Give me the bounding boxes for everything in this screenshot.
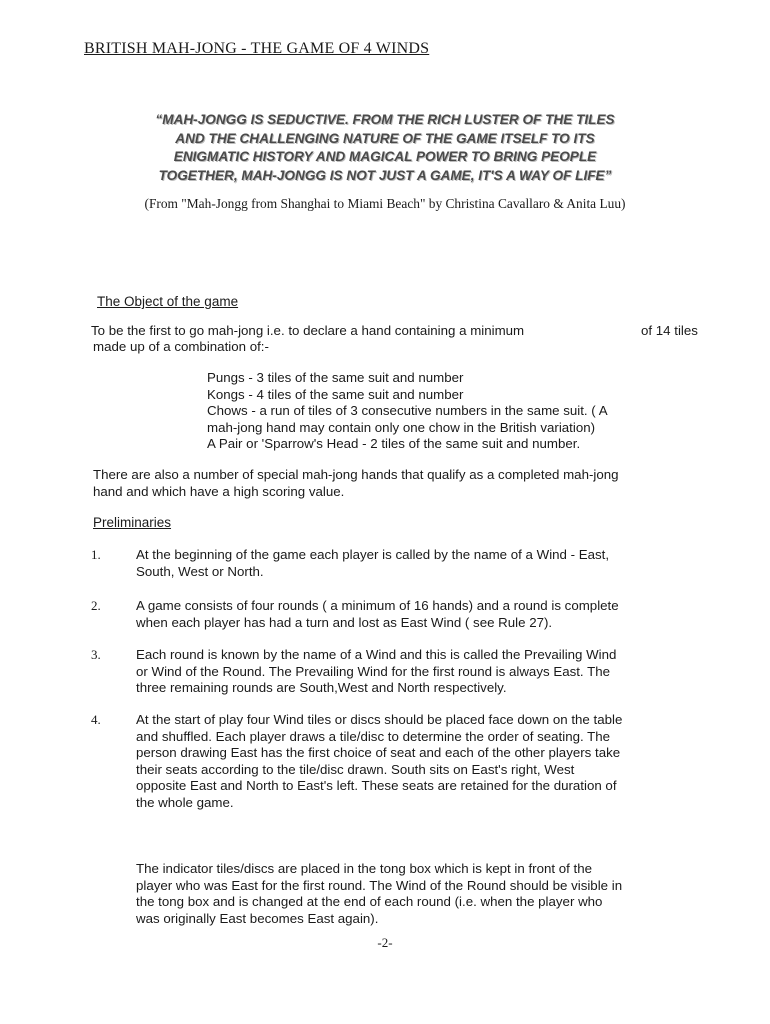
page-title: BRITISH MAH-JONG - THE GAME OF 4 WINDS [84, 40, 430, 57]
list-line: A game consists of four rounds ( a minimum of 16 hands) and a round is complete [136, 598, 619, 613]
paragraph-line: the tong box and is changed at the end of each round (i.e. when the player who [136, 894, 603, 910]
list-line: At the start of play four Wind tiles or discs should be placed face down on the table [136, 712, 623, 727]
object-intro-line: To be the first to go mah-jong i.e. to declare a hand containing a minimum [91, 323, 525, 338]
page-number: -2- [377, 935, 393, 950]
combination-item: A Pair or 'Sparrow's Head - 2 tiles of the same suit and number. [207, 436, 581, 452]
list-line: person drawing East has the first choice of seat and each of the other players take [136, 745, 621, 761]
list-text [136, 647, 616, 697]
list-text [136, 712, 622, 812]
indicator-paragraph [136, 861, 622, 927]
list-number: 3. [91, 647, 101, 662]
quote-line: TOGETHER, MAH-JONGG IS NOT JUST A GAME, IT'S A WAY OF LIFE” [158, 167, 612, 183]
quote-line: ENIGMATIC HISTORY AND MAGICAL POWER TO BRING PEOPLE [173, 149, 597, 165]
list-text [136, 598, 619, 631]
list-line: and shuffled. Each player draws a tile/disc to determine the order of seating. The [136, 728, 611, 744]
paragraph-line: player who was East for the first round. The Wind of the Round should be visible in [136, 877, 623, 893]
list-line: Each round is known by the name of a Wind and this is called the Prevailing Wind [136, 647, 617, 662]
combination-item: Kongs - 4 tiles of the same suit and number [207, 386, 464, 402]
list-line: South, West or North. [136, 563, 264, 579]
paragraph-line: hand and which have a high scoring value. [93, 483, 345, 499]
combination-item: Pungs - 3 tiles of the same suit and number [207, 370, 464, 385]
list-line: opposite East and North to East's left. These seats are retained for the duration of [136, 778, 617, 794]
list-number: 2. [91, 598, 101, 613]
section-heading-preliminaries: Preliminaries [93, 515, 172, 530]
combination-item: Chows - a run of tiles of 3 consecutive numbers in the same suit. ( A [207, 403, 608, 419]
list-line: when each player has had a turn and lost as East Wind ( see Rule 27). [136, 614, 553, 630]
quote-line: AND THE CHALLENGING NATURE OF THE GAME ITSELF TO ITS [175, 130, 595, 146]
list-line: At the beginning of the game each player is called by the name of a Wind - East, [136, 547, 610, 562]
combination-item: mah-jong hand may contain only one chow in the British variation) [207, 419, 596, 435]
paragraph-line: There are also a number of special mah-jong hands that qualify as a completed mah-jong [93, 467, 619, 482]
list-line: or Wind of the Round. The Prevailing Wind for the first round is always East. The [136, 663, 610, 679]
paragraph-line: was originally East becomes East again). [136, 910, 379, 926]
list-line: their seats according to the tile/disc drawn. South sits on East's right, West [136, 761, 575, 777]
special-hands-paragraph [93, 467, 619, 500]
epigraph-quote [0, 111, 770, 185]
list-number: 1. [91, 547, 101, 562]
object-intro-line: made up of a combination of:- [93, 339, 269, 354]
list-line: three remaining rounds are South,West and North respectively. [136, 680, 507, 696]
section-heading-object: The Object of the game [97, 294, 239, 309]
list-line: the whole game. [136, 794, 234, 810]
list-text [136, 547, 609, 580]
quote-line: “MAH-JONGG IS SEDUCTIVE. FROM THE RICH LUSTER OF THE TILES [155, 112, 615, 127]
combination-list [207, 370, 608, 453]
quote-citation: (From "Mah-Jongg from Shanghai to Miami Beach" by Christina Cavallaro & Anita Luu) [144, 196, 626, 211]
object-intro-line-end: of 14 tiles [641, 323, 698, 338]
list-number: 4. [91, 712, 101, 727]
paragraph-line: The indicator tiles/discs are placed in the tong box which is kept in front of the [136, 861, 593, 876]
